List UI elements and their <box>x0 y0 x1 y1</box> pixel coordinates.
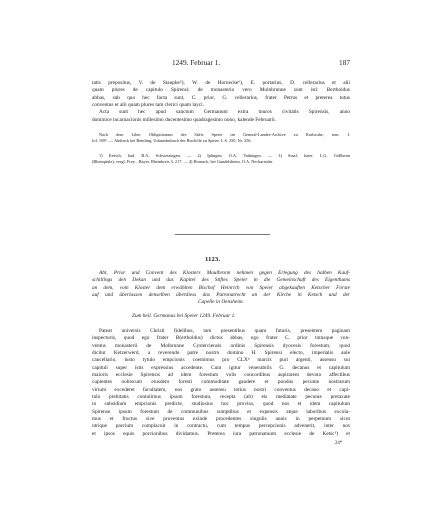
dateline: Zum heil. Germanus bei Speier 1249. Februar 1. <box>132 313 236 319</box>
text-line: conventus et alii quam plures tam clerici quam layci. <box>92 102 204 109</box>
text-line: dominice incarnacionis millesimo ducentesimo quadragesimo nono, kalende Februarii. <box>92 116 277 123</box>
summary-line: schillings den Dekan und das Kapitel des Stiftes Speier in die Gemeinschaft des Eigenthums <box>92 277 350 284</box>
charter-body <box>92 328 350 438</box>
continued-text <box>92 80 350 124</box>
section-divider <box>175 234 270 235</box>
signature-mark: 24* <box>335 441 343 446</box>
body-line: ventus monasterii de Molbrunne Cysterciensis ordinis Spirensis dyocesis forestum, quod <box>92 342 350 349</box>
body-line: inspecturis, quod ego frater B(ertholdus) dictus abbas, ego frater C. prior totusque con- <box>92 335 350 342</box>
summary-line: an dem, vom Kloster dem erwählten Bischof Heinrich von Speier abgekauften Ketscher Forste <box>92 284 350 291</box>
text-line: tatis prepositus, V. de Stauphe⁵), W. de Hornecke⁶), E. portarius, D. cellerarius et alii <box>92 80 350 86</box>
body-line: capituli super istis expressius accedente. Cum igitur venerabilis G. decanus et capitulum <box>92 364 350 371</box>
document-number: 1123. <box>205 256 221 263</box>
body-line: Spirense ipsum forestum de communibus sumptibus et expensis atque laboribus excola- <box>92 408 350 415</box>
body-line: virium excederet facultatem, nos grato assensu totius nostri conventus decano et capi- <box>92 386 350 393</box>
body-line: maioris ecclesie Spirensis ad idem forestum volis concordibus aspirarent devoto affectibus <box>92 372 350 379</box>
footnote-line: (Rheinpfalz); vergl. Frey... Bayer. Rheinkreis 3, 217. — 4) Hornack, bei Gundelsheim, O.A. Neckarsulm. <box>92 159 274 164</box>
source-note <box>92 132 350 144</box>
body-line: utrique parcium complacuit in contractu, cum tempus percepcionis advenerit, inter nos <box>92 423 350 430</box>
body-line: cupientes nobiscum eiusdem foresti commoditate gaudere et pondus pecunie nostrarum <box>92 379 350 386</box>
note-line: fol. 169ᵇ. — Abdruck bei Remling, Urkundenbuch der Bischöfe zu Speier. I, S. 250, Nr. 256. <box>92 138 252 143</box>
body-line: cancellario, iusto tytulo empcionis coemimus pro CLXⁿ marcis puri argenti, assensu sui <box>92 357 350 364</box>
body-line: mus et fructus sive proventus exinde procedentes singulis annis in perpetuum sicut <box>92 416 350 423</box>
page-number: 187 <box>339 58 350 67</box>
running-header <box>92 58 350 68</box>
text-line: quam plures de capitulo Spirensi; de monasterio vero Mulnbrunne sunt isti: Bertholdus <box>92 87 350 94</box>
body-line: tulo prebitatis contulimus ipsum forestum, recepta (ab) eis mediatate pecunie pretaxate <box>92 394 350 401</box>
footnote-line: 1) Ketsch, bad. B.A. Schwetzingen. — 2) Iplingen, O.A. Vaihingen. — 3) Staaf, baier. L.G. Göllheim <box>99 153 350 158</box>
body-line: in subsidium empcionis predicte, studiosius hoc proviso, quod nos et idem capitulum <box>92 401 350 408</box>
summary-line: Capelle in Oensheim. <box>198 299 244 306</box>
summary-line: auf und überlassen denselben überdiess das Patronatrecht an der Kirche in Ketsch und der <box>92 292 350 299</box>
text-line: abbas, sub quo hec facta sunt, C. prior, G. cellerarius, frater Petrus et preterea totus <box>92 94 350 101</box>
document-summary <box>92 270 350 307</box>
note-line: Nach dem Liber Obligationum des Stifts Speier im General-Landes-Archive zu Karlsruhe, tom. I. <box>99 132 350 137</box>
body-line: et ipsos equis porcionibus dividamus. Preterea iura patronatuum ecclesie de Ketsc¹) et <box>92 430 350 437</box>
summary-line: Abt, Prior und Convent des Klosters Maulbronn nehmen gegen Erlegung des halben Kauf- <box>99 270 350 276</box>
body-line: Pateat universis Christi fidelibus, tam presentibus quam futuris, presentem paginam <box>99 328 350 334</box>
footnotes <box>92 153 350 165</box>
text-line: Acta sunt hec apud sanctum Germanum extra muros civitatis Spirensis, anno <box>99 109 350 116</box>
body-line: dicitur Ketzerwerd, a reverendo patre nostro domino H. Spirensi electo, imperialis aule <box>92 350 350 357</box>
header-date: 1249. Februar 1. <box>172 58 221 67</box>
